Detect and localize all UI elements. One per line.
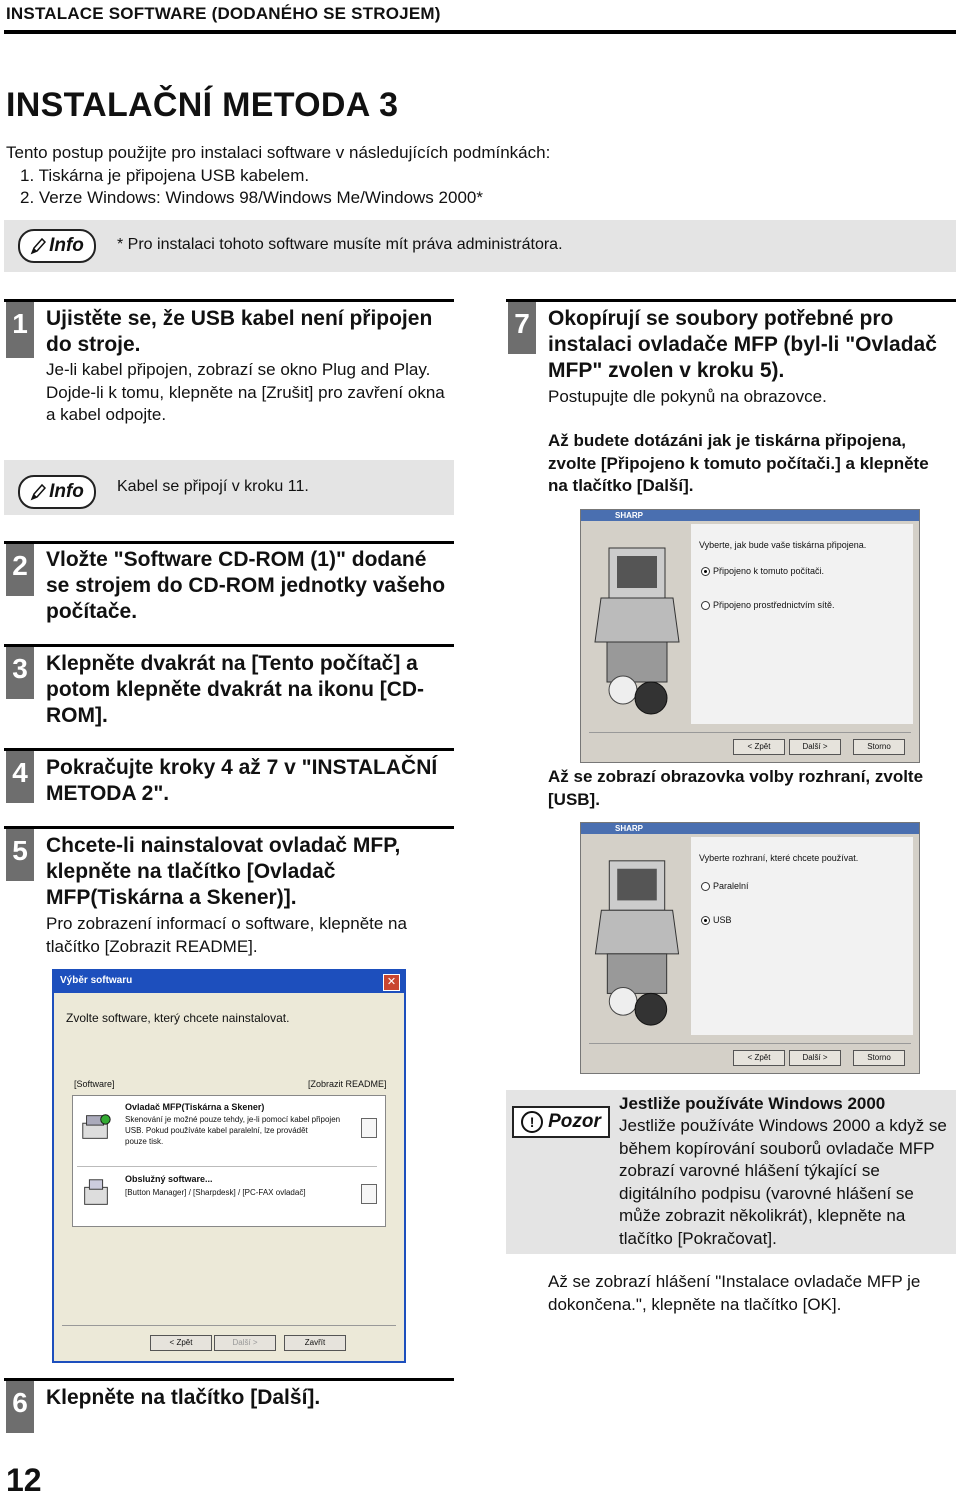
dialog-separator	[589, 1043, 911, 1044]
dialog-panel	[691, 524, 913, 724]
dialog-separator	[589, 732, 911, 733]
software-list	[72, 1095, 386, 1227]
interface-instruction: Až se zobrazí obrazovka volby rozhraní, zvolte [USB].	[548, 767, 924, 809]
info-badge-label: Info	[49, 481, 84, 502]
info-badge	[18, 229, 96, 263]
list-divider	[77, 1166, 377, 1167]
header-rule	[4, 30, 956, 34]
step-1-body: Je-li kabel připojen, zobrazí se okno Plug and Play. Dojde-li k tomu, klepněte na [Zrušit] pro zavření okna a kabel odpojte.	[46, 360, 445, 424]
caution-text: Jestliže používáte Windows 2000 a když se během kopírování souborů ovladače MFP zobrazí varovné hlášení týkající se digitálního podpisu (varovné hlášení se může zobrazit několikrát), klepněte na tlačítko [Pokračovat].	[619, 1116, 947, 1248]
back-button[interactable]: < Zpět	[733, 739, 785, 755]
caution-title: Jestliže používáte Windows 2000	[619, 1094, 886, 1113]
brand-label: SHARP	[615, 824, 644, 833]
back-button[interactable]: < Zpět	[733, 1050, 785, 1066]
radio-parallel-label: Paralelní	[713, 881, 749, 891]
dialog-header-bar	[581, 823, 919, 834]
mfp-driver-title: Ovladač MFP(Tiskárna a Skener)	[125, 1102, 265, 1112]
step-7-body: Postupujte dle pokynů na obrazovce.	[548, 387, 827, 406]
exclamation-icon: !	[521, 1111, 543, 1133]
utility-software-desc: [Button Manager] / [Sharpdesk] / [PC-FAX ovladač]	[125, 1188, 306, 1197]
step-5-body: Pro zobrazení informací o software, klepněte na tlačítko [Zobrazit README].	[46, 914, 407, 956]
cancel-button[interactable]: Storno	[853, 1050, 905, 1066]
step-7-rule	[506, 299, 956, 302]
computer-illustration	[587, 532, 687, 722]
connect-instruction: Až budete dotázáni jak je tiskárna připojena, zvolte [Připojeno k tomuto počítači.] a klepněte na tlačítko [Další].	[548, 431, 929, 495]
mfp-driver-desc-3: pouze tisk.	[125, 1137, 164, 1146]
window-title-bar	[54, 971, 404, 993]
info-box-cable	[4, 460, 454, 515]
step-5-rule	[4, 826, 454, 829]
next-button[interactable]: Další >	[789, 739, 841, 755]
next-button[interactable]: Další >	[214, 1335, 276, 1351]
step-4-title: Pokračujte kroky 4 až 7 v "INSTALAČNÍ METODA 2".	[46, 756, 438, 805]
brand-label: SHARP	[615, 511, 644, 520]
cancel-button[interactable]: Storno	[853, 739, 905, 755]
info-badge-label: Info	[49, 235, 84, 256]
info-text-admin: * Pro instalaci tohoto software musíte mít práva administrátora.	[117, 236, 563, 253]
readme-doc-icon[interactable]	[361, 1118, 377, 1138]
step-2-title: Vložte "Software CD-ROM (1)" dodané se strojem do CD-ROM jednotky vašeho počítače.	[46, 548, 446, 623]
running-header: INSTALACE SOFTWARE (DODANÉHO SE STROJEM)	[6, 4, 441, 23]
interface-dialog	[580, 822, 920, 1074]
readme-tab-label: [Zobrazit README]	[308, 1079, 387, 1089]
step-1-number: 1	[6, 302, 34, 358]
page-title: INSTALAČNÍ METODA 3	[6, 86, 399, 124]
step-3-number: 3	[6, 647, 34, 699]
finish-instruction: Až se zobrazí hlášení "Instalace ovladače MFP je dokončena.", klepněte na tlačítko [OK].	[548, 1272, 921, 1314]
step-5-number: 5	[6, 829, 34, 881]
mfp-driver-desc-2: USB. Pokud používáte kabel paralelní, lze provádět	[125, 1126, 308, 1135]
radio-network[interactable]	[701, 601, 710, 610]
info-text-cable: Kabel se připojí v kroku 11.	[117, 478, 309, 495]
utility-software-item[interactable]	[75, 1170, 381, 1222]
software-tab-label: [Software]	[74, 1079, 115, 1089]
close-button[interactable]: Zavřít	[284, 1335, 346, 1351]
step-4-number: 4	[6, 751, 34, 803]
page-number: 12	[6, 1462, 42, 1498]
computer-illustration	[587, 845, 687, 1033]
caution-badge	[512, 1106, 610, 1138]
radio-local[interactable]	[701, 567, 710, 576]
interface-question: Vyberte rozhraní, které chcete používat.	[699, 853, 859, 863]
info-box-admin	[4, 220, 956, 272]
close-icon[interactable]: ✕	[383, 974, 400, 991]
info-badge	[18, 475, 96, 509]
utility-icon	[79, 1176, 113, 1210]
radio-network-label: Připojeno prostřednictvím sítě.	[713, 600, 835, 610]
radio-usb[interactable]	[701, 916, 710, 925]
driver-icon	[79, 1110, 113, 1144]
step-3-title: Klepněte dvakrát na [Tento počítač] a potom klepněte dvakrát na ikonu [CD-ROM].	[46, 652, 425, 727]
radio-local-label: Připojeno k tomuto počítači.	[713, 566, 825, 576]
step-6-number: 6	[6, 1381, 34, 1433]
step-1-rule	[4, 299, 454, 302]
step-4-rule	[4, 748, 454, 751]
caution-box	[506, 1090, 956, 1254]
mfp-driver-item[interactable]	[75, 1100, 381, 1162]
intro-item-1: 1. Tiskárna je připojena USB kabelem.	[20, 165, 310, 185]
caution-badge-label: Pozor	[548, 1111, 601, 1132]
step-2-number: 2	[6, 544, 34, 596]
step-5-title: Chcete-li nainstalovat ovladač MFP, klepněte na tlačítko [Ovladač MFP(Tiskárna a Skener)].	[46, 834, 401, 909]
dialog-header-bar	[581, 510, 919, 521]
step-2-rule	[4, 541, 454, 544]
step-6-title: Klepněte na tlačítko [Další].	[46, 1386, 321, 1409]
next-button[interactable]: Další >	[789, 1050, 841, 1066]
connect-question: Vyberte, jak bude vaše tiskárna připojena.	[699, 540, 867, 550]
step-7-number: 7	[508, 302, 536, 354]
intro-item-2: 2. Verze Windows: Windows 98/Windows Me/Windows 2000*	[20, 188, 483, 207]
dialog-panel	[691, 837, 913, 1035]
step-1-title: Ujistěte se, že USB kabel není připojen do stroje.	[46, 307, 433, 356]
intro-lead: Tento postup použijte pro instalaci software v následujících podmínkách:	[6, 143, 551, 162]
readme-doc-icon[interactable]	[361, 1184, 377, 1204]
radio-usb-label: USB	[713, 915, 732, 925]
window-title: Výběr softwaru	[60, 975, 133, 986]
step-7-title: Okopírují se soubory potřebné pro instalaci ovladače MFP (byl-li "Ovladač MFP" zvolen v kroku 5).	[548, 307, 937, 382]
back-button[interactable]: < Zpět	[150, 1335, 212, 1351]
connection-dialog	[580, 509, 920, 763]
step-6-rule	[4, 1378, 454, 1381]
software-selection-window	[52, 969, 406, 1363]
utility-software-title: Obslužný software...	[125, 1174, 213, 1184]
software-prompt: Zvolte software, který chcete nainstalovat.	[66, 1011, 290, 1025]
radio-parallel[interactable]	[701, 882, 710, 891]
pencil-icon	[30, 483, 46, 501]
step-3-rule	[4, 644, 454, 647]
intro	[6, 142, 550, 210]
window-separator	[62, 1325, 396, 1326]
mfp-driver-desc-1: Skenování je možné pouze tehdy, je-li pomocí kabel připojen	[125, 1115, 341, 1124]
pencil-icon	[30, 237, 46, 255]
